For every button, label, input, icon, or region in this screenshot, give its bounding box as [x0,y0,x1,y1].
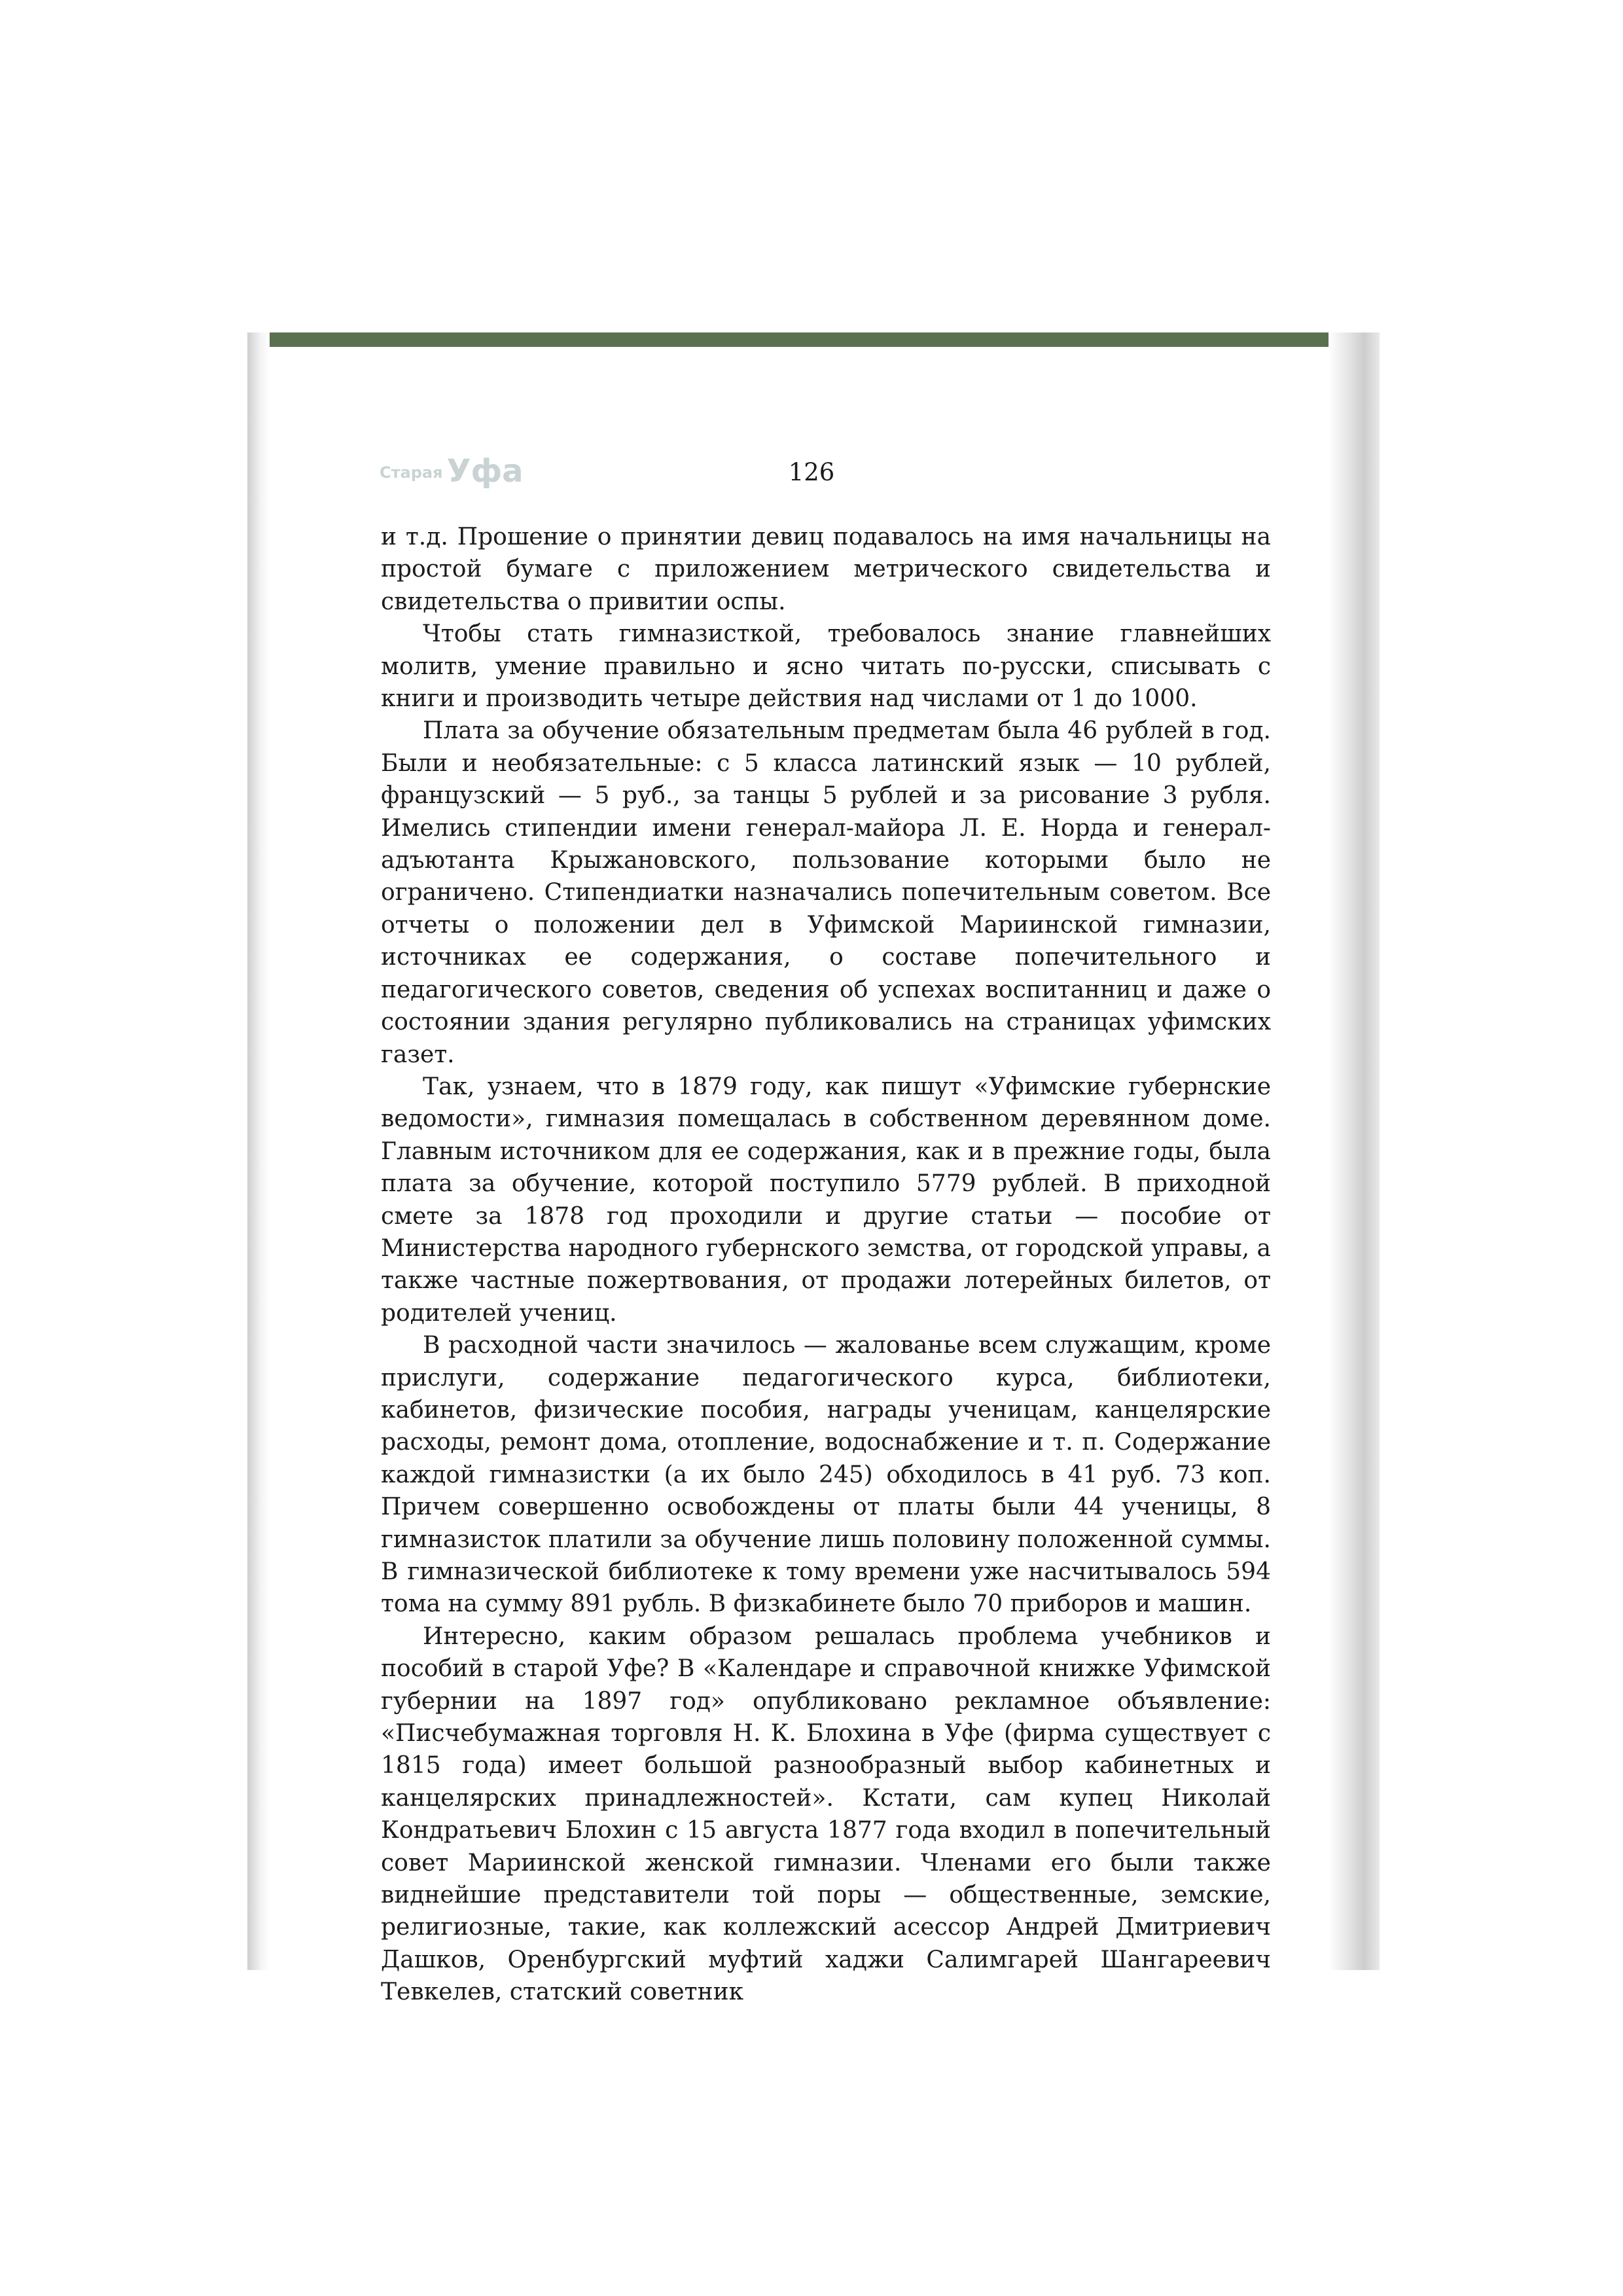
running-head-small: Старая [380,463,443,482]
body-text [381,521,1271,2009]
running-head-big: Уфа [446,453,524,490]
page-spine-shadow [247,332,270,1970]
paragraph: В расходной части значилось — жалованье всем служащим, кроме прислуги, содержание педагогического курса, библиотеки, кабинетов, физические пособия, награды ученицам, канцелярские расходы, ремонт дома, отопление, водоснабжение и т. п. Содержание каждой гимназистки (а их было 245) обходилось в 41 руб. 73 коп. Причем совершенно освобождены от платы были 44 ученицы, 8 гимназисток платили за обучение лишь половину положенной суммы. В гимназической библиотеке к тому времени уже насчитывалось 594 тома на сумму 891 рубль. В физкабинете было 70 приборов и машин. [381,1332,1271,1618]
paragraph: и т.д. Прошение о принятии девиц подавалось на имя начальницы на простой бумаге с приложением метрического свидетельства и свидетельства о привитии оспы. [381,524,1271,615]
paragraph: Плата за обучение обязательным предметам была 46 рублей в год. Были и необязательные: с 5 класса латинский язык — 10 рублей, французский — 5 руб., за танцы 5 рублей и за рисование 3 рубля. Имелись стипендии имени генерал-майора Л. Е. Норда и генерал-адъютанта Крыжановского, пользование которыми было не ограничено. Стипендиатки назначались попечительным советом. Все отчеты о положении дел в Уфимской Мариинской гимназии, источниках ее содержания, о составе попечительного и педагогического советов, сведения об успехах воспитанниц и даже о состоянии здания регулярно публиковались на страницах уфимских газет. [381,717,1271,1068]
paragraph: Чтобы стать гимназисткой, требовалось знание главнейших молитв, умение правильно и ясно читать по-русски, списывать с книги и производить четыре действия над числами от 1 до 1000. [381,620,1271,713]
page-number: 126 [788,458,835,486]
paragraph: Интересно, каким образом решалась проблема учебников и пособий в старой Уфе? В «Календаре и справочной книжке Уфимской губернии на 1897 год» опубликовано рекламное объявление: «Писчебумажная торговля Н. К. Блохина в Уфе (фирма существует с 1815 года) имеет большой разнообразный выбор кабинетных и канцелярских принадлежностей». Кстати, сам купец Николай Кондратьевич Блохин с 15 августа 1877 года входил в попечительный совет Мариинской женской гимназии. Членами его были также виднейшие представители той поры — общественные, земские, религиозные, такие, как коллежский асессор Андрей Дмитриевич Дашков, Оренбургский муфтий хаджи Салимгарей Шангареевич Тевкелев, статский советник [381,1623,1271,2006]
page-edge-shadow [1329,332,1380,1970]
running-head-logo [380,453,524,490]
paragraph: Так, узнаем, что в 1879 году, как пишут «Уфимские губернские ведомости», гимназия помещалась в собственном деревянном доме. Главным источником для ее содержания, как и в прежние годы, была плата за обучение, которой поступило 5779 рублей. В приходной смете за 1878 год проходили и другие статьи — пособие от Министерства народного губернского земства, от городской управы, а также частные пожертвования, от продажи лотерейных билетов, от родителей учениц. [381,1073,1271,1327]
